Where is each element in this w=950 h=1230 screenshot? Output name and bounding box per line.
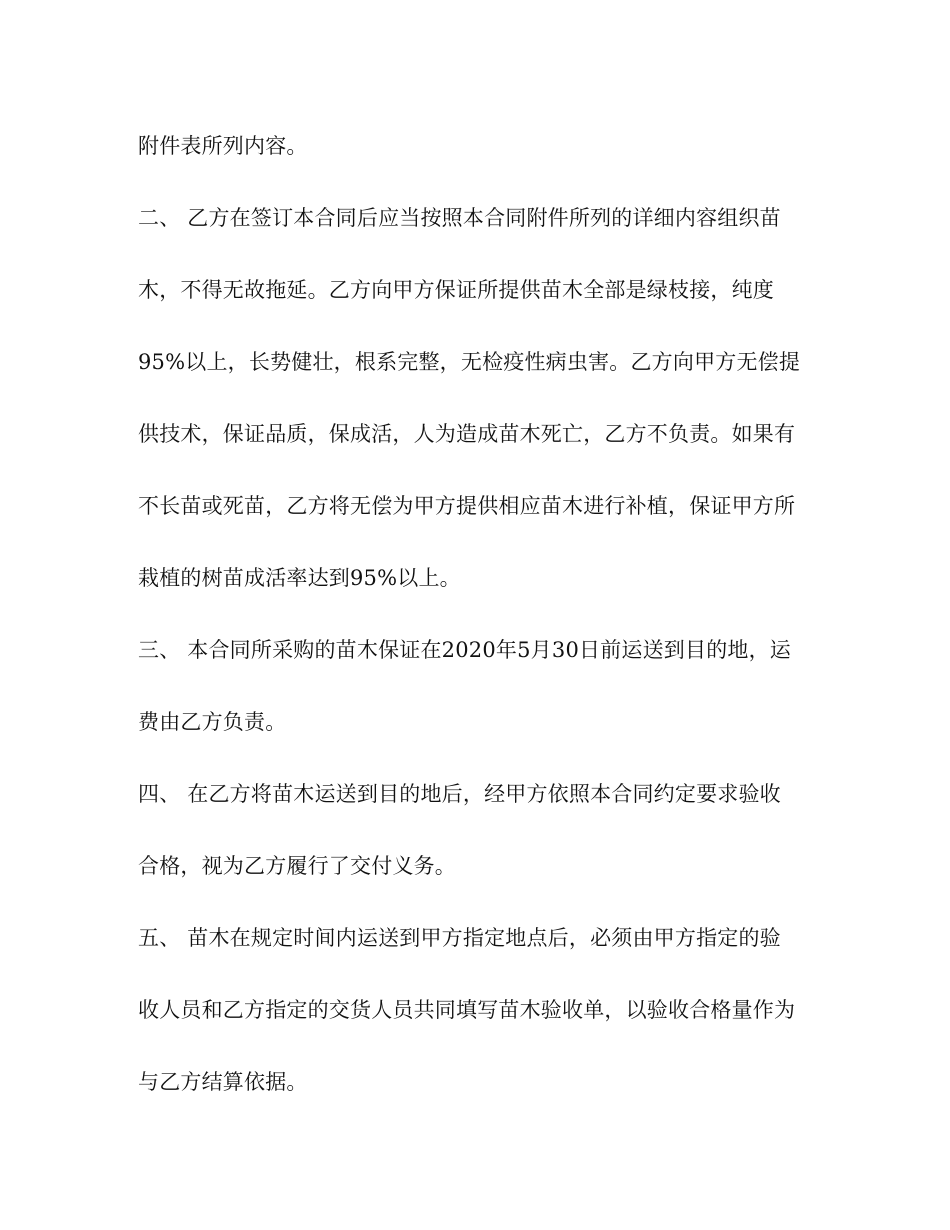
clause-4-line-2: 合格，视为乙方履行了交付义务。 xyxy=(138,854,456,878)
clause-5-line-2: 收人员和乙方指定的交货人员共同填写苗木验收单，以验收合格量作为 xyxy=(138,998,796,1022)
clause-5-line-3: 与乙方结算依据。 xyxy=(138,1070,308,1094)
clause-3-line-1: 三、 本合同所采购的苗木保证在2020年5月30日前运送到目的地，运 xyxy=(138,638,791,662)
clause-2-line-3: 95%以上，长势健壮，根系完整，无检疫性病虫害。乙方向甲方无偿提 xyxy=(138,350,801,374)
clause-2-line-1: 二、 乙方在签订本合同后应当按照本合同附件所列的详细内容组织苗 xyxy=(138,206,781,230)
clause-2-line-5: 不长苗或死苗，乙方将无偿为甲方提供相应苗木进行补植，保证甲方所 xyxy=(138,494,796,518)
clause-2-line-4: 供技术，保证品质，保成活，人为造成苗木死亡，乙方不负责。如果有 xyxy=(138,422,796,446)
clause-3-line-2: 费由乙方负责。 xyxy=(138,710,287,734)
clause-2-line-6: 栽植的树苗成活率达到95%以上。 xyxy=(138,566,461,590)
text-line-1: 附件表所列内容。 xyxy=(138,134,308,158)
clause-5-line-1: 五、 苗木在规定时间内运送到甲方指定地点后，必须由甲方指定的验 xyxy=(138,926,781,950)
clause-4-line-1: 四、 在乙方将苗木运送到目的地后，经甲方依照本合同约定要求验收 xyxy=(138,782,781,806)
clause-2-line-2: 木，不得无故拖延。乙方向甲方保证所提供苗木全部是绿枝接，纯度 xyxy=(138,278,774,302)
